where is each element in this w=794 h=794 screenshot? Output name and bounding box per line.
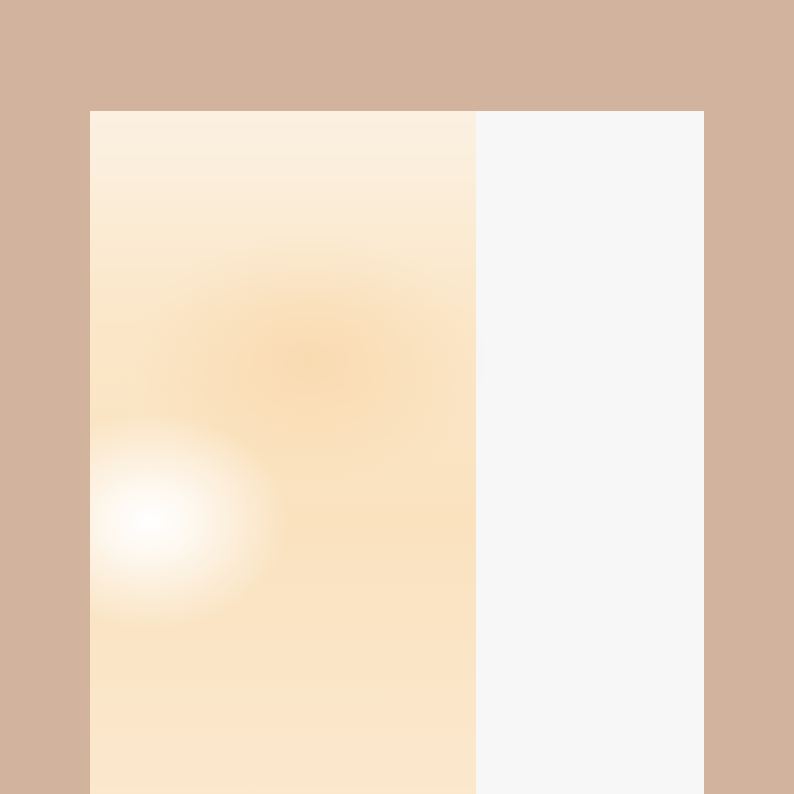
gradient-highlight	[90, 411, 290, 631]
document-page	[90, 111, 704, 794]
toc-sub-entries	[194, 316, 598, 322]
toc-list	[194, 316, 598, 322]
